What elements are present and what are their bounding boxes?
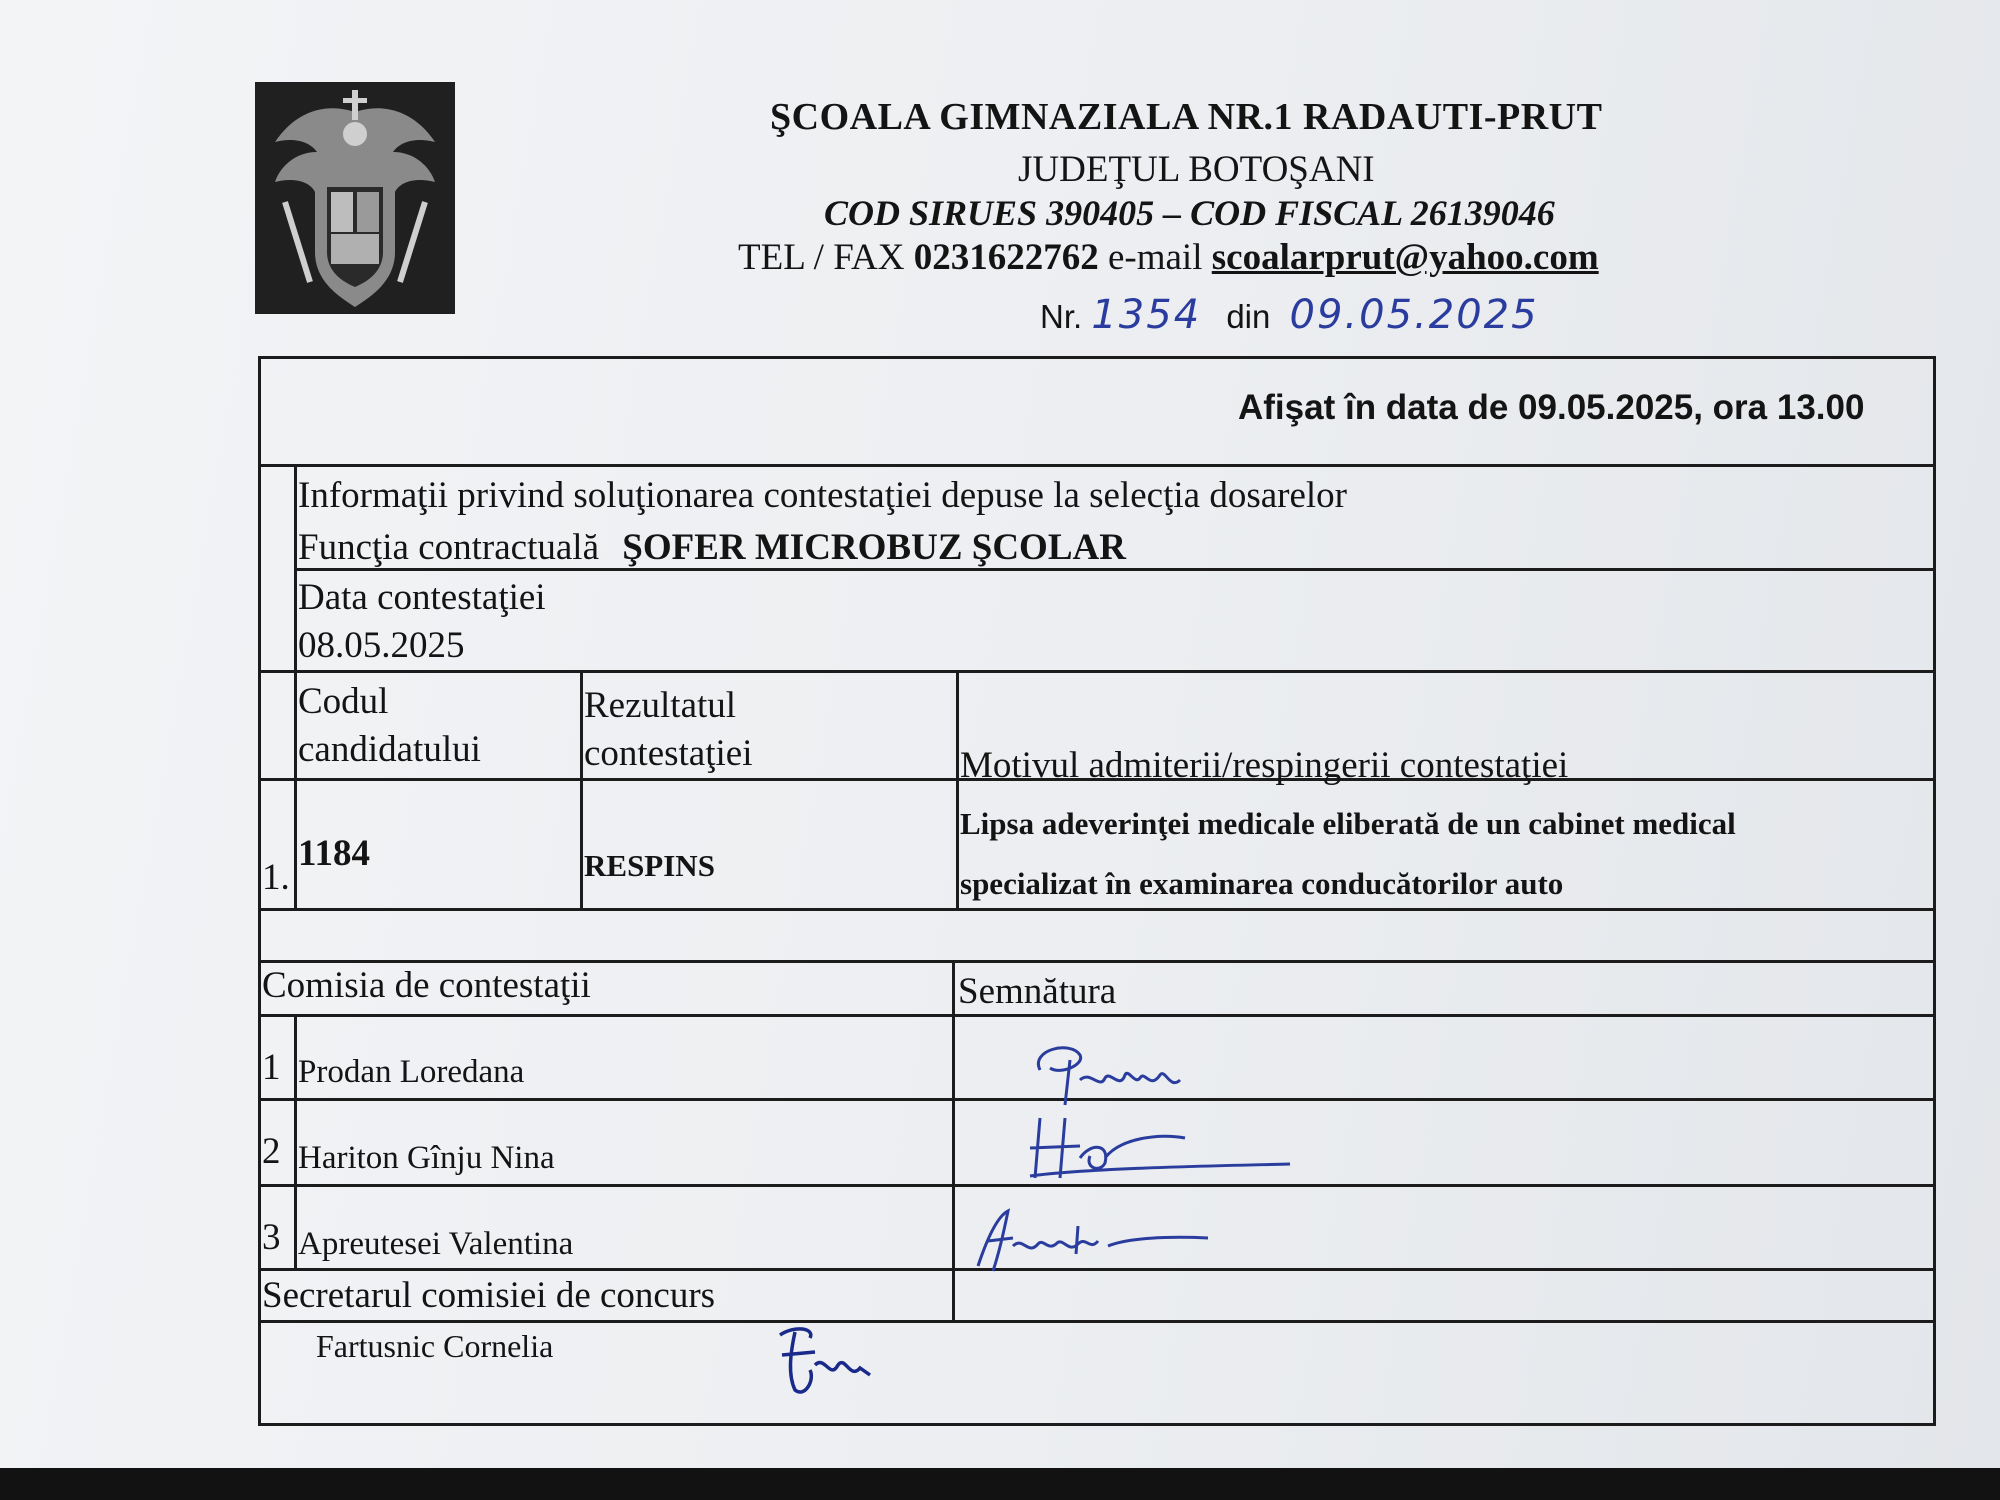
appeal-date-value: 08.05.2025 (298, 625, 465, 666)
secretary-name: Fartusnic Cornelia (316, 1328, 554, 1364)
row-divider (258, 960, 1936, 963)
candidate-code: 1184 (298, 833, 370, 874)
row-divider (258, 464, 1936, 467)
row-index: 1. (262, 857, 290, 898)
column-divider (956, 670, 959, 908)
appeal-result: RESPINS (584, 848, 715, 883)
col-code-header-2: candidatului (298, 729, 481, 770)
col-reason-header: Motivul admiterii/respingerii contestaţiei (960, 745, 1569, 786)
signature-header: Semnătura (958, 971, 1117, 1012)
email-label: e-mail (1107, 237, 1203, 278)
nr-value: 1354 (1091, 292, 1202, 338)
din-label: din (1226, 298, 1271, 335)
secretary-label: Secretarul comisiei de concurs (262, 1275, 716, 1316)
index-column-divider (294, 1014, 297, 1268)
member-name-3: Apreutesei Valentina (298, 1226, 574, 1262)
contact-line (738, 236, 1599, 279)
school-name: ŞCOALA GIMNAZIALA NR.1 RADAUTI-PRUT (770, 96, 1603, 138)
col-result-header-2: contestaţiei (584, 733, 753, 774)
member-index-3: 3 (262, 1217, 281, 1258)
signature-2-icon (1010, 1108, 1310, 1188)
function-line (298, 526, 1126, 569)
row-divider (258, 670, 1936, 673)
column-divider (580, 670, 583, 908)
row-divider (258, 908, 1936, 911)
index-column-divider (294, 464, 297, 908)
col-code-header-1: Codul (298, 681, 389, 722)
registration-line (1040, 292, 1539, 338)
function-label: Funcţia contractuală (298, 527, 600, 568)
reason-line-1: Lipsa adeverinţei medicale eliberată de un cabinet medical (960, 806, 1736, 841)
nr-label: Nr. (1040, 298, 1083, 335)
function-value: ŞOFER MICROBUZ ŞCOLAR (622, 527, 1126, 568)
tel-label: TEL / FAX (738, 237, 905, 278)
signature-column-divider (952, 960, 955, 1320)
row-divider (258, 1014, 1936, 1017)
member-name-2: Hariton Gînju Nina (298, 1140, 555, 1176)
member-index-2: 2 (262, 1131, 281, 1172)
commission-title: Comisia de contestaţii (262, 965, 591, 1006)
row-divider (258, 1320, 1936, 1323)
background-edge (0, 1468, 2000, 1500)
member-name-1: Prodan Loredana (298, 1054, 525, 1090)
reason-line-2: specializat în examinarea conducătorilor auto (960, 866, 1564, 901)
county-name: JUDEŢUL BOTOŞANI (1018, 149, 1375, 190)
member-index-1: 1 (262, 1047, 281, 1088)
appeal-date-label: Data contestaţiei (298, 577, 546, 618)
tel-number: 0231622762 (913, 237, 1099, 278)
coat-of-arms-icon (255, 82, 455, 314)
school-codes: COD SIRUES 390405 – COD FISCAL 26139046 (824, 193, 1555, 233)
posted-date: Afişat în data de 09.05.2025, ora 13.00 (1238, 388, 1865, 427)
signature-secretary-icon (760, 1320, 880, 1400)
info-line: Informaţii privind soluţionarea contestaţiei depuse la selecţia dosarelor (298, 475, 1347, 516)
col-result-header-1: Rezultatul (584, 685, 737, 726)
signature-1-icon (1010, 1030, 1210, 1110)
date-value: 09.05.2025 (1289, 292, 1539, 338)
email-link[interactable]: scoalarprut@yahoo.com (1211, 237, 1599, 278)
signature-3-icon (968, 1196, 1228, 1276)
